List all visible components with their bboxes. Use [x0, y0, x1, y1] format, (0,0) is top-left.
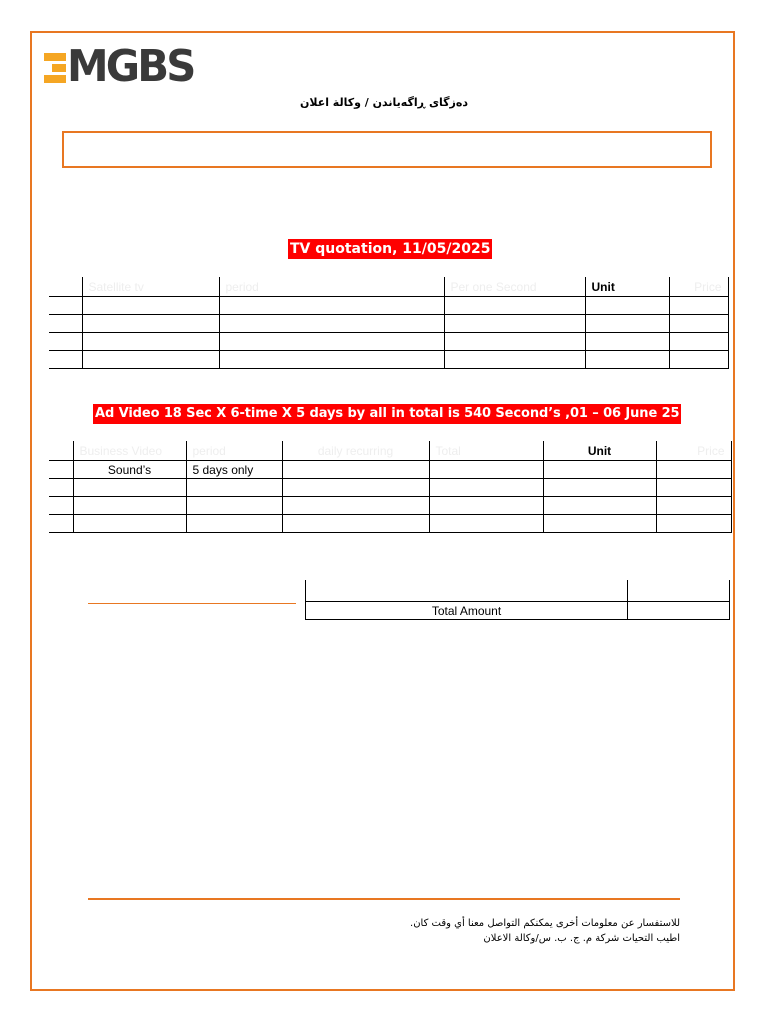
total-amount-value — [628, 602, 730, 620]
logo-text: MGBS — [67, 41, 194, 92]
table-row — [49, 297, 728, 315]
logo-mark-icon — [44, 53, 66, 83]
column-header: Total — [429, 442, 543, 461]
column-header: Unit — [585, 278, 669, 297]
total-amount-label: Total Amount — [306, 602, 628, 620]
header-box — [62, 131, 712, 168]
table-row — [49, 497, 731, 515]
tv-quotation-heading: TV quotation, 11/05/2025 — [290, 241, 491, 257]
column-header: period — [186, 442, 282, 461]
table-header-row — [49, 442, 731, 461]
column-header: Per one Second — [444, 278, 585, 297]
footer-note — [380, 916, 680, 946]
table-row — [49, 479, 731, 497]
footer-line-regards: اطيب التحيات شركة م. ج. ب. س/وكالة الاعلان — [483, 933, 680, 944]
table-row — [49, 315, 728, 333]
agency-title: دەزگای ڕاگەیاندن / وكالة اعلان — [299, 96, 469, 109]
column-header: Price — [669, 278, 728, 297]
footer-line-inquiry: للاستفسار عن معلومات أخرى يمكنكم التواصل معنا أي وقت كان. — [410, 918, 680, 929]
column-header: daily recurring — [282, 442, 429, 461]
ad-video-heading: Ad Video 18 Sec X 6-time X 5 days by all in total is 540 Second’s ,01 – 06 June 25 — [93, 404, 681, 424]
table-row — [49, 351, 728, 369]
column-header: Price — [656, 442, 731, 461]
footer-divider — [88, 898, 680, 900]
column-header: period — [219, 278, 444, 297]
totals-table — [305, 580, 730, 620]
table-row — [49, 333, 728, 351]
signature-line — [88, 603, 296, 604]
ad-video-table — [49, 441, 732, 533]
table-cell: 5 days only — [186, 461, 282, 479]
tv-quotation-table — [49, 277, 729, 369]
column-header: Business Video — [73, 442, 186, 461]
table-header-row — [49, 278, 728, 297]
table-cell: Sound’s — [73, 461, 186, 479]
table-row — [49, 515, 731, 533]
mgbs-logo — [44, 41, 200, 92]
column-header: Unit — [543, 442, 656, 461]
table-row — [49, 461, 731, 479]
column-header: Satellite tv — [82, 278, 219, 297]
